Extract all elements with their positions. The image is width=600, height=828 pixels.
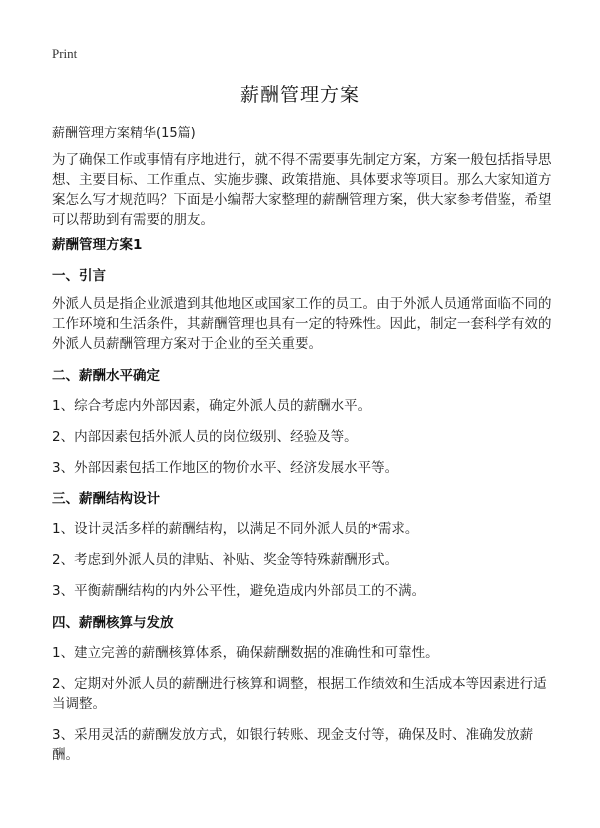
intro-text: 外派人员是指企业派遣到其他地区或国家工作的员工。由于外派人员通常面临不同的工作环境和生活条件，其薪酬管理也具有一定的特殊性。因此，制定一套科学有效的外派人员薪酬管理方案对于企业的至关重要。 bbox=[52, 296, 552, 352]
print-link[interactable]: Print bbox=[52, 46, 78, 61]
intro-paragraph: 为了确保工作或事情有序地进行，就不得不需要事先制定方案，方案一般包括指导思想、主要目标、工作重点、实施步骤、政策措施、具体要求等项目。那么大家知道方案怎么写才规范吗？下面是小编帮大家整理的薪酬管理方案，供大家参考借鉴，希望可以帮助到有需要的朋友。 bbox=[52, 152, 552, 228]
structure-item: 3、平衡薪酬结构的内外公平性，避免造成内外部员工的不满。 bbox=[52, 583, 426, 599]
intro-heading: 一、引言 bbox=[52, 268, 106, 284]
level-item: 3、外部因素包括工作地区的物价水平、经济发展水平等。 bbox=[52, 460, 399, 476]
accounting-item: 1、建立完善的薪酬核算体系，确保薪酬数据的准确性和可靠性。 bbox=[52, 645, 439, 661]
accounting-heading: 四、薪酬核算与发放 bbox=[52, 615, 174, 631]
level-heading: 二、薪酬水平确定 bbox=[52, 368, 160, 384]
accounting-item: 3、采用灵活的薪酬发放方式，如银行转账、现金支付等，确保及时、准确发放薪酬。 bbox=[52, 727, 534, 763]
level-item: 2、内部因素包括外派人员的岗位级别、经验及等。 bbox=[52, 429, 358, 445]
document-subtitle: 薪酬管理方案精华(15篇) bbox=[52, 126, 196, 141]
accounting-item: 2、定期对外派人员的薪酬进行核算和调整，根据工作绩效和生活成本等因素进行适当调整。 bbox=[52, 676, 547, 712]
level-item: 1、综合考虑内外部因素，确定外派人员的薪酬水平。 bbox=[52, 398, 372, 414]
structure-item: 2、考虑到外派人员的津贴、补贴、奖金等特殊薪酬形式。 bbox=[52, 552, 399, 568]
document-title: 薪酬管理方案 bbox=[239, 84, 360, 106]
structure-item: 1、设计灵活多样的薪酬结构，以满足不同外派人员的*需求。 bbox=[52, 521, 419, 537]
section-title: 薪酬管理方案1 bbox=[52, 237, 143, 253]
structure-heading: 三、薪酬结构设计 bbox=[52, 491, 160, 507]
